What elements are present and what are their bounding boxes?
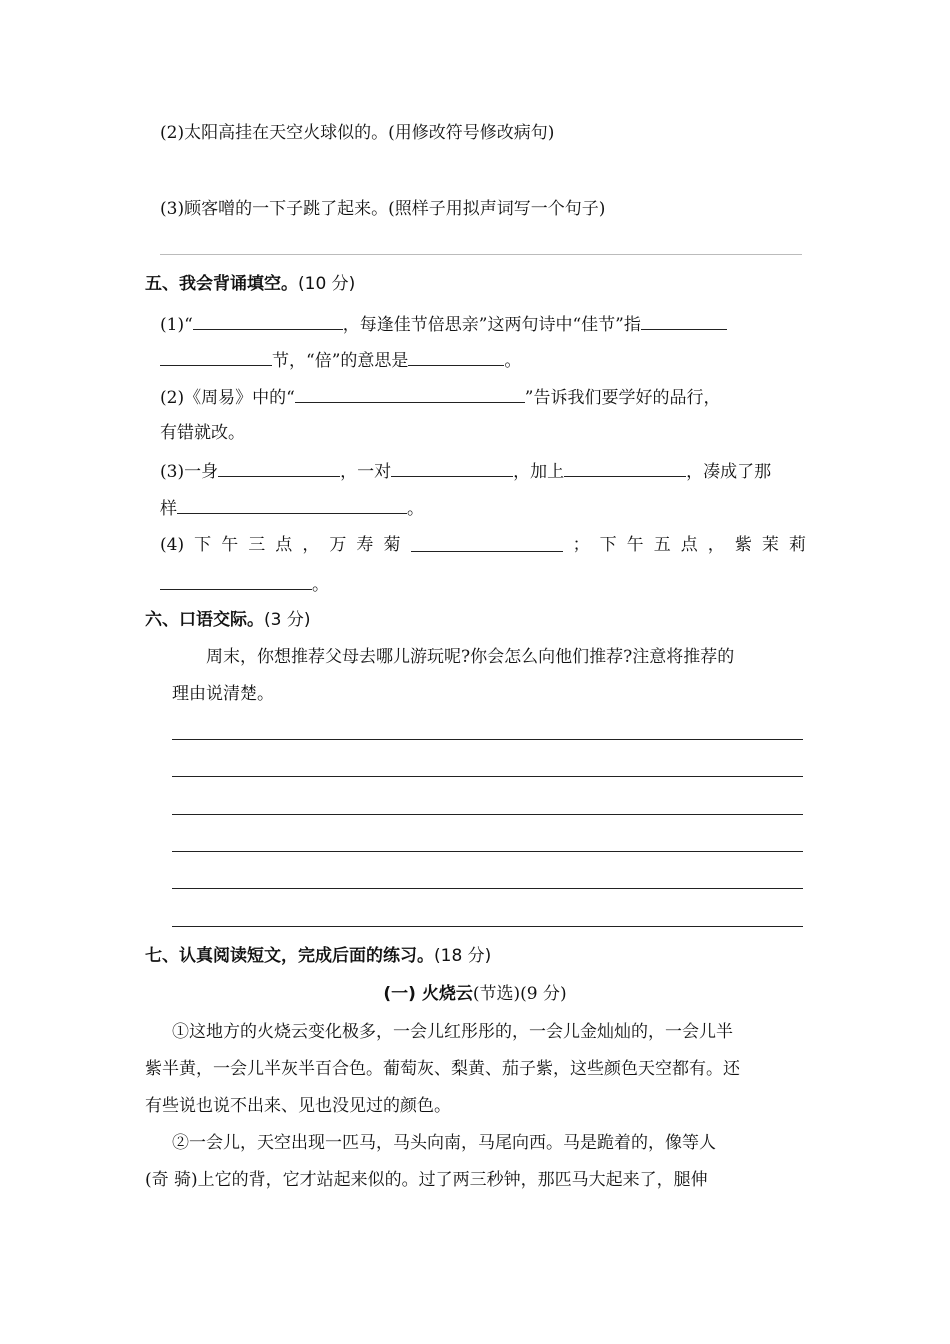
q4-answer-line[interactable]: [160, 254, 802, 255]
blank-q5-1d[interactable]: [408, 347, 504, 366]
passage-p1-line-1: ①这地方的火烧云变化极多，一会儿红彤彤的，一会儿金灿灿的，一会儿半: [172, 1022, 733, 1042]
blank-q5-4b[interactable]: [160, 571, 312, 590]
q5-item-3-line-2: 样 。: [160, 495, 424, 521]
passage-p2-line-1: ②一会儿，天空出现一匹马，马头向南，马尾向西。马是跪着的，像等人: [172, 1133, 716, 1153]
q7-heading: 七、认真阅读短文，完成后面的练习。(18 分): [145, 946, 492, 966]
blank-q5-1b[interactable]: [641, 311, 727, 330]
q5-item-3-line-1: (3)一身 ，一对 ，加上 ，凑成了那: [160, 458, 771, 484]
passage-p1-line-3: 有些说也说不出来、见也没见过的颜色。: [145, 1096, 451, 1116]
q5-item-2-line-2: 有错就改。: [160, 423, 245, 443]
q5-item-1-line-1: (1)“ ，每逢佳节倍思亲”这两句诗中“佳节”指: [160, 311, 727, 337]
blank-q5-3a[interactable]: [218, 458, 340, 477]
passage-title: (一) 火烧云(节选)(9 分): [383, 984, 567, 1004]
q6-heading: 六、口语交际。(3 分): [145, 610, 311, 630]
q6-answer-line[interactable]: [172, 739, 803, 740]
q6-answer-line[interactable]: [172, 776, 803, 777]
q4-item-2: (2)太阳高挂在天空火球似的。(用修改符号修改病句): [160, 123, 555, 143]
blank-q5-1a[interactable]: [193, 311, 343, 330]
q5-heading: 五、我会背诵填空。(10 分): [145, 274, 356, 294]
blank-q5-4a[interactable]: [411, 533, 563, 552]
q6-prompt-line-1: 周末，你想推荐父母去哪儿游玩呢?你会怎么向他们推荐?注意将推荐的: [206, 647, 735, 667]
q4-item-3: (3)顾客噌的一下子跳了起来。(照样子用拟声词写一个句子): [160, 199, 606, 219]
blank-q5-1c[interactable]: [160, 347, 272, 366]
q5-item-4-line-2: 。: [160, 571, 329, 597]
q6-answer-line[interactable]: [172, 814, 803, 815]
q6-answer-line[interactable]: [172, 851, 803, 852]
blank-q5-3b[interactable]: [391, 458, 513, 477]
passage-p1-line-2: 紫半黄，一会儿半灰半百合色。葡萄灰、梨黄、茄子紫，这些颜色天空都有。还: [145, 1059, 740, 1079]
blank-q5-3c[interactable]: [564, 458, 686, 477]
q5-item-1-line-2: 节，“倍”的意思是 。: [160, 347, 521, 373]
q6-prompt-line-2: 理由说清楚。: [172, 684, 274, 704]
q6-answer-line[interactable]: [172, 926, 803, 927]
blank-q5-3d[interactable]: [177, 495, 407, 514]
blank-q5-2[interactable]: [295, 384, 525, 403]
q5-item-4-line-1: (4) 下 午 三 点 ， 万 寿 菊 ； 下 午 五 点 ， 紫 茉 莉: [160, 535, 806, 555]
q5-item-2-line-1: (2)《周易》中的“ ”告诉我们要学好的品行，: [160, 384, 720, 410]
passage-p2-line-2: (奇 骑)上它的背，它才站起来似的。过了两三秒钟，那匹马大起来了，腿伸: [145, 1170, 708, 1190]
q6-answer-line[interactable]: [172, 888, 803, 889]
